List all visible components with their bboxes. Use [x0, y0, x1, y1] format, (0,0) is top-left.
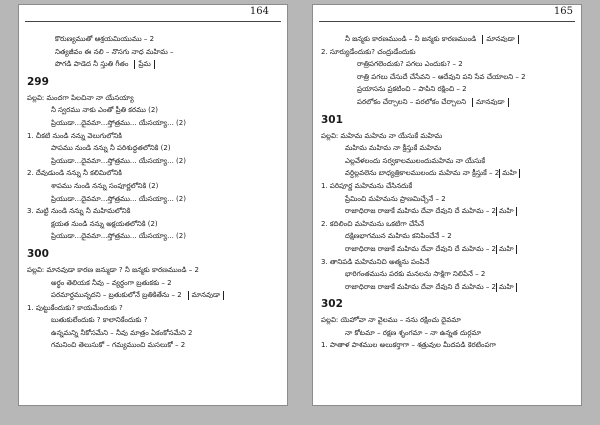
text-line: ప్రియుడా...దైవమా...స్తోత్రము... యేసయ్యా... (2): [51, 232, 186, 241]
verse-line: 3. తానిపడి మహిమనిచి అత్మను పంపినే: [321, 257, 430, 266]
text: పరలోకం చేర్చాలని – పరలోకం చేర్చాలని: [357, 97, 467, 106]
header-rule: [319, 21, 575, 22]
text-line: మహిమ మహిమ నా క్రీస్తుకే మహిమ: [345, 144, 442, 153]
hymn-number: 302: [321, 298, 343, 311]
right-page: [312, 4, 582, 406]
text-line: భారిగంతమును పరకు మనలను సాక్షిగా నిలిపేనే – 2: [345, 270, 486, 279]
text-line: గమనించి తెలుసుకో – గమ్యముంచి మసలుకో – 2: [51, 341, 186, 350]
refrain-line: పల్లవి: మానవుడా కారణ జన్ముడా ? నీ జన్మకు కారణముండి – 2: [27, 265, 199, 274]
text: రాజాధిరాజ రాజుకే మహిమ దేవా దేవుని దే మహిమ – 2: [345, 207, 497, 216]
text-line: శాపము నుండి నన్ను సంపూర్ణలోనికి (2): [51, 181, 159, 190]
text-line: [321, 281, 577, 294]
tune-tag: మానవుడా: [482, 35, 518, 44]
refrain-line: పల్లవి: మందగా పిలచినా నా యేసయ్యా: [27, 93, 134, 102]
tune-tag: మానవుడా: [188, 291, 224, 300]
tune-tag: మహి: [499, 169, 520, 178]
text-line: ఎల్లవేళలందు సర్వకాలములందుమహిమ నా యేసుకే: [345, 156, 486, 165]
text-line: నీ స్వరము నాకు ఎంతో ప్రీతి కరము (2): [51, 106, 159, 115]
header-rule: [25, 21, 281, 22]
page-body: [321, 33, 577, 352]
text: వర్ధిల్లవలెను బాధ్యత్రికాలములందు మహిమ నా క్రీస్తుకే – 2: [345, 169, 500, 178]
text-line: క్షయత నుండి నన్ను అక్షయతలోనికి (2): [51, 219, 158, 228]
tune-tag: ప్రేమ: [134, 60, 154, 69]
text-line: [321, 33, 577, 46]
text-line: దక్షిణభాగమున మహిమ కనిపించేనే – 2: [345, 232, 452, 241]
text-line: రాత్రి పగలు చేసుదే చేసేవని – ఆదేవుని పని సేవ చేయాలని – 2: [357, 72, 526, 81]
text-line: [27, 289, 283, 302]
refrain-line: పల్లవి: మహిమ మహిమ నా యేసుకే మహిమ: [321, 131, 443, 140]
verse-line: 1. పుట్టుకేందుకు? కాయమేందుకు ?: [27, 303, 123, 312]
text-line: ప్రియుడా...దైవమా...స్తోత్రము... యేసయ్యా... (2): [51, 156, 186, 165]
text: నీ జన్మకు కారణముండి – నీ జన్మకు కారణముండి: [345, 35, 477, 43]
text: రాజాధిరాజ రాజుకే మహిమ దేవా దేవుని దే మహిమ – 2: [345, 282, 497, 291]
verse-line: 3. మట్టి నుండి నన్ను నీ మహిమలోనికి: [27, 207, 131, 216]
verse-line: 1. పాతాళ పాశముల అలుకర్తాగా – శత్రువుల మీదపడి కెరటింపగా: [321, 341, 497, 350]
text-line: ప్రియుడా...దైవమా...స్తోత్రము... యేసయ్యా... (2): [51, 118, 186, 127]
text-line: అర్థం తెలియక నీవు – వ్యర్థంగా బ్రతుకకు – 2: [51, 278, 172, 287]
text: పొగడి పాడెద నీ స్తుతి గీతం: [55, 60, 129, 69]
refrain-line: పల్లవి: యెహోవా నా వైలము – నను రక్షించు దైవమా: [321, 316, 461, 325]
tune-tag: మహి: [496, 207, 517, 216]
page-body: [27, 33, 283, 352]
text-line: [321, 96, 577, 109]
tune-tag: మానవుడా: [472, 98, 508, 107]
text-line: కొరుణ్యముతో ఆశ్రయమియుము – 2: [55, 35, 155, 43]
verse-line: 1. చీకటి నుండి నన్ను వెలుగులోనికి: [27, 131, 122, 140]
verse-line: 2. దేవుడుండి నన్ను నీ కలిమిలోనికి: [27, 169, 122, 178]
text-line: ప్రియుడా...దైవమా...స్తోత్రము... యేసయ్యా... (2): [51, 194, 186, 203]
hymn-number: 299: [27, 75, 49, 88]
text-line: బుతుకులేందుకు ? కాలానికేందుకు ?: [51, 316, 148, 325]
tune-tag: మహి: [496, 245, 517, 254]
verse-line: 2. కదిలించి మహిమను ఒకటిగా చేసేనే: [321, 219, 425, 228]
text-line: ప్రయాసను ప్రకటించి – పాపిని రక్షించి – 2: [357, 85, 467, 94]
hymn-number: 300: [27, 247, 49, 260]
hymn-number: 301: [321, 113, 343, 126]
text-line: [321, 167, 577, 180]
text-line: నా కోటమా – రక్షణ శృంగమా – నా ఉన్నత దుర్గమా: [345, 328, 482, 337]
text-line: [321, 205, 577, 218]
tune-tag: మహి: [496, 283, 517, 292]
text-line: [321, 243, 577, 256]
verse-line: 1. పరిపూర్ణ మహిమను చేసినదుకే: [321, 181, 413, 190]
left-page: [18, 4, 288, 406]
text-line: పాపము నుండి నన్ను నీ పరిశుద్ధతలోనికి (2): [51, 144, 171, 153]
text-line: ఉన్నమన్ని నీకోసమేని – నీవు మాత్రం ఏకంకోసమేని 2: [51, 328, 193, 337]
page-number: 164: [249, 6, 269, 17]
text: పరమార్థమున్నదని – బ్రతుకులోనే బ్రతికితేను – 2: [51, 291, 182, 300]
text-line: [27, 58, 283, 71]
page-number: 165: [553, 6, 573, 17]
text: రాజాధిరాజ రాజుకే మహిమ దేవా దేవుని దే మహిమ – 2: [345, 244, 497, 253]
text-line: నిత్యజీవం ఈ నలి – నొసగు నాధ మహిమ –: [55, 47, 174, 56]
verse-line: 2. సూర్యుడేందుకు? చంద్రుడేందుకు: [321, 47, 416, 56]
text-line: ప్రేమించి మహిమను ప్రాణమిచ్చేనే – 2: [345, 194, 446, 203]
text-line: రాత్రిపగలెందుకు? పగలు ఎందుకు? – 2: [357, 60, 463, 69]
